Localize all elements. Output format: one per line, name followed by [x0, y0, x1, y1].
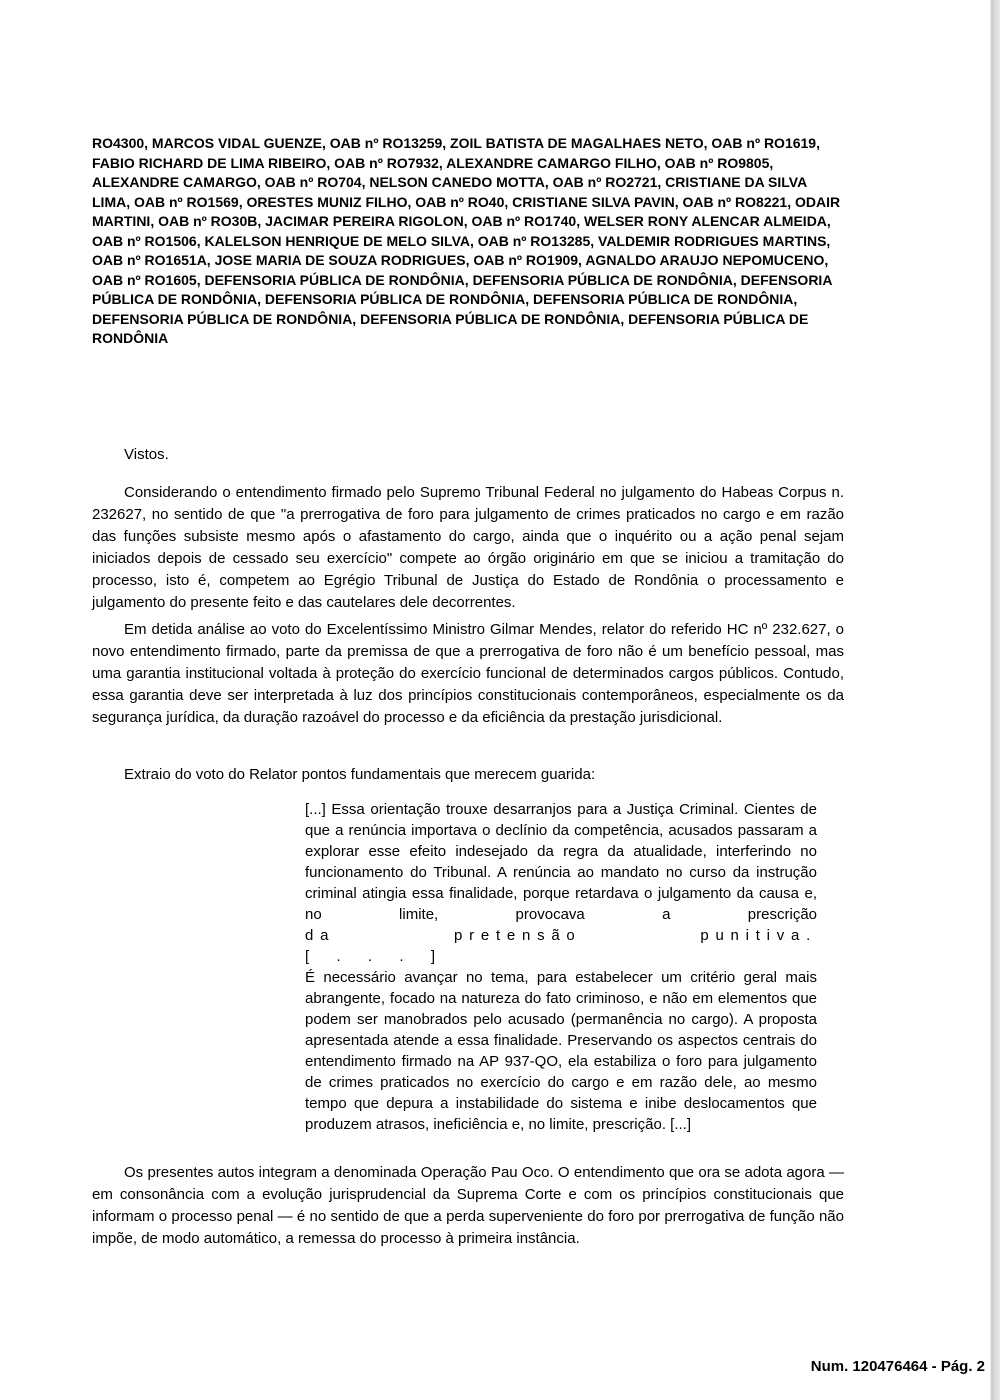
- quote-part-1: [...] Essa orientação trouxe desarranjos para a Justiça Criminal. Cientes de que a renúncia importava o declínio da competência, acusados passaram a explorar esse efeito indesejado da regra da atualidade, interferindo no funcionamento do Tribunal. A renúncia ao mandato no curso da instrução criminal atingia essa finalidade, porque retardava o julgamento da causa e, no limite, provocava a prescrição: [305, 801, 817, 923]
- quote-word: da: [305, 927, 336, 944]
- paragraph-operacao-pau-oco: Os presentes autos integram a denominada Operação Pau Oco. O entendimento que ora se adota agora — em consonância com a evolução jurisprudencial da Suprema Corte e com os princípios constitucionais que informam o processo penal — é no sentido de que a perda superveniente do foro por prerrogativa de função não impõe, de modo automático, a remessa do processo à primeira instância.: [92, 1164, 844, 1247]
- ellipsis-char: [: [305, 948, 310, 965]
- vistos-line: Vistos.: [124, 446, 169, 463]
- parties-oab-block: RO4300, MARCOS VIDAL GUENZE, OAB nº RO13259, ZOIL BATISTA DE MAGALHAES NETO, OAB nº RO1619, FABIO RICHARD DE LIMA RIBEIRO, OAB nº RO7932, ALEXANDRE CAMARGO FILHO, OAB nº RO9805, ALEXANDRE CAMARGO, OAB nº RO704, NELSON CANEDO MOTTA, OAB nº RO2721, CRISTIANE DA SILVA LIMA, OAB nº RO1569, ORESTES MUNIZ FILHO, OAB nº RO40, CRISTIANE SILVA PAVIN, OAB nº RO8221, ODAIR MARTINI, OAB nº RO30B, JACIMAR PEREIRA RIGOLON, OAB nº RO1740, WELSER RONY ALENCAR ALMEIDA, OAB nº RO1506, KALELSON HENRIQUE DE MELO SILVA, OAB nº RO13285, VALDEMIR RODRIGUES MARTINS, OAB nº RO1651A, JOSE MARIA DE SOUZA RODRIGUES, OAB nº RO1909, AGNALDO ARAUJO NEPOMUCENO, OAB nº RO1605, DEFENSORIA PÚBLICA DE RONDÔNIA, DEFENSORIA PÚBLICA DE RONDÔNIA, DEFENSORIA PÚBLICA DE RONDÔNIA, DEFENSORIA PÚBLICA DE RONDÔNIA, DEFENSORIA PÚBLICA DE RONDÔNIA, DEFENSORIA PÚBLICA DE RONDÔNIA, DEFENSORIA PÚBLICA DE RONDÔNIA, DEFENSORIA PÚBLICA DE RONDÔNIA: [92, 135, 841, 346]
- ellipsis-char: .: [399, 948, 404, 965]
- quote-ellipsis-line: [305, 946, 435, 967]
- paragraph-considerando: Considerando o entendimento firmado pelo Supremo Tribunal Federal no julgamento do Habeas Corpus n. 232627, no sentido de que "a prerrogativa de foro para julgamento de crimes praticados no cargo e em razão das funções subsiste mesmo após o afastamento do cargo, ainda que o inquérito ou a ação penal sejam iniciados depois de cessado seu exercício" compete ao órgão originário em que se iniciou a tramitação do processo, isto é, competem ao Egrégio Tribunal de Justiça do Estado de Rondônia o processamento e julgamento do presente feito e das cautelares dele decorrentes.: [92, 484, 844, 611]
- paragraph-em-detida-analise: Em detida análise ao voto do Excelentíssimo Ministro Gilmar Mendes, relator do referido HC nº 232.627, o novo entendimento firmado, parte da premissa de que a prerrogativa de foro não é um benefício pessoal, mas uma garantia institucional voltada à proteção do exercício funcional de determinados cargos públicos. Contudo, essa garantia deve ser interpretada à luz dos princípios constitucionais contemporâneos, especialmente os da segurança jurídica, da duração razoável do processo e da eficiência da prestação jurisdicional.: [92, 621, 844, 726]
- quote-word: pretensão: [454, 927, 582, 944]
- ellipsis-char: .: [336, 948, 341, 965]
- relator-vote-blockquote: [305, 799, 817, 1135]
- ellipsis-char: .: [367, 948, 373, 965]
- document-edge-scrollbar[interactable]: [990, 0, 1000, 1400]
- quote-word: punitiva.: [700, 927, 817, 944]
- paragraph-extraio-intro: Extraio do voto do Relator pontos fundamentais que merecem guarida:: [124, 766, 596, 783]
- quote-forced-justified-line: [305, 925, 817, 946]
- quote-part-2: É necessário avançar no tema, para estabelecer um critério geral mais abrangente, focado na natureza do fato criminoso, e não em elementos que podem ser manobrados pelo acusado (permanência no cargo). A proposta apresentada atende a essa finalidade. Preservando os aspectos centrais do entendimento firmado na AP 937-QO, ela estabiliza o foro para julgamento de crimes praticados no exercício do cargo e em razão dele, ao mesmo tempo que depura a instabilidade do sistema e inibe deslocamentos que produzem atrasos, ineficiência e, no limite, prescrição. [...]: [305, 969, 817, 1133]
- ellipsis-char: ]: [430, 948, 435, 965]
- page-number-label: Num. 120476464 - Pág. 2: [810, 1358, 985, 1375]
